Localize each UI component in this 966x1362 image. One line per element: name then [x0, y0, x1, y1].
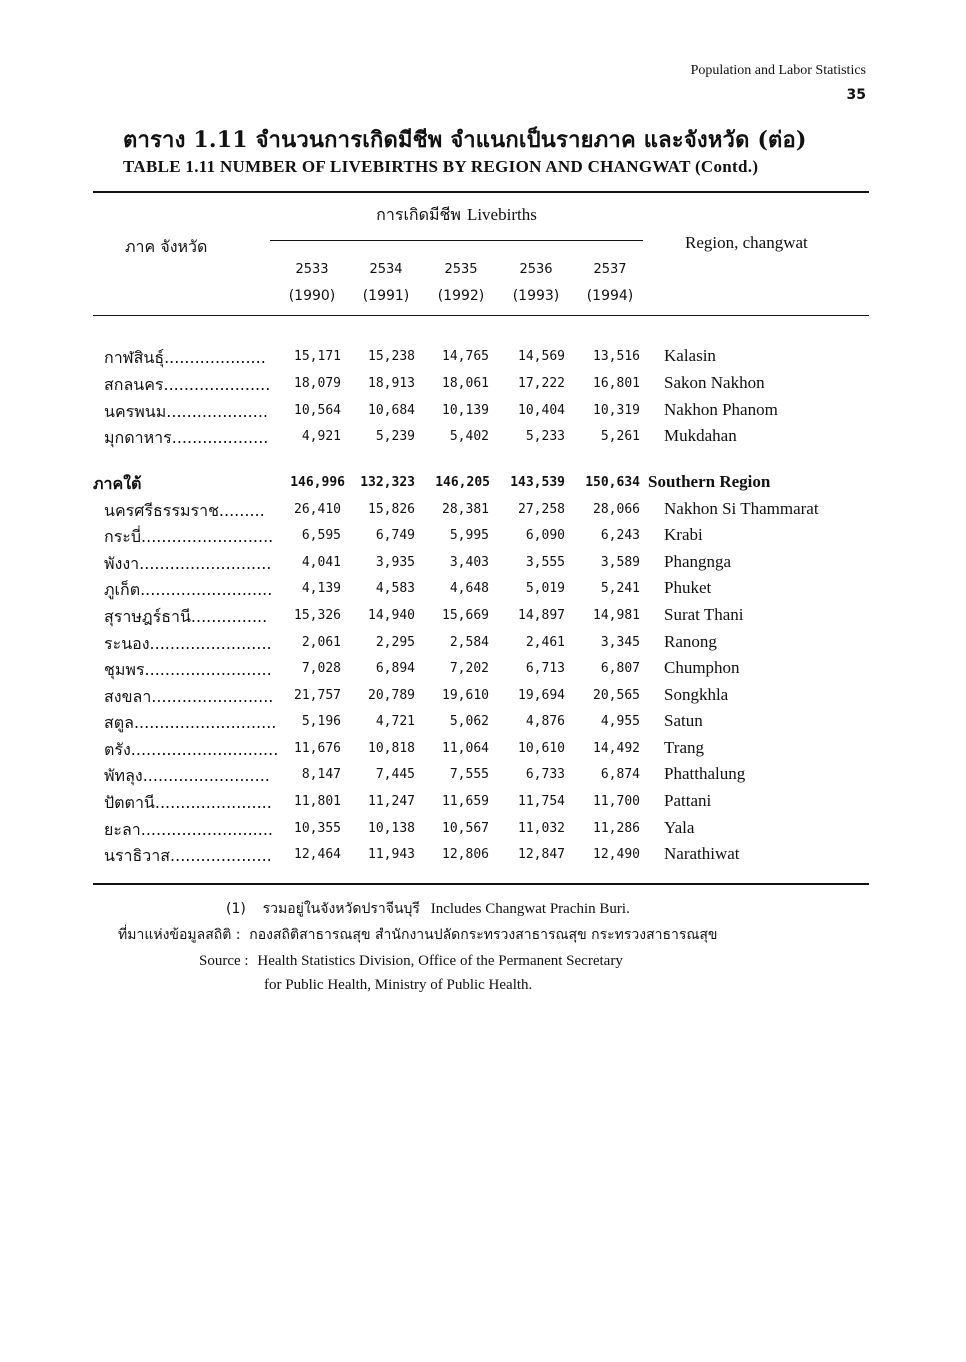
livebirths-value: 26,410 [294, 502, 341, 517]
livebirths-value: 21,757 [294, 688, 341, 703]
table-row [0, 630, 966, 656]
livebirths-value: 18,061 [442, 376, 489, 391]
changwat-name-english: Phatthalung [664, 764, 746, 783]
livebirths-value: 12,490 [593, 847, 640, 862]
table-row [0, 789, 966, 815]
changwat-name-english: Sakon Nakhon [664, 373, 765, 392]
livebirths-value: 150,634 [585, 475, 640, 490]
livebirths-value: 6,749 [375, 528, 415, 543]
year-ad-header: (1990) [288, 288, 336, 304]
table-row [0, 683, 966, 709]
livebirths-value: 20,565 [593, 688, 640, 703]
livebirths-value: 7,028 [301, 661, 341, 676]
changwat-name-thai: นครศรีธรรมราช......... [104, 501, 265, 520]
changwat-name-english: Chumphon [664, 658, 740, 677]
changwat-name-thai: ตรัง............................. [104, 740, 279, 759]
livebirths-value: 10,319 [593, 403, 640, 418]
livebirths-value: 5,233 [525, 429, 565, 444]
livebirths-value: 6,595 [301, 528, 341, 543]
table-row [0, 709, 966, 735]
livebirths-value: 15,171 [294, 349, 341, 364]
table-row [0, 344, 966, 370]
livebirths-value: 5,019 [525, 581, 565, 596]
livebirths-value: 10,818 [368, 741, 415, 756]
livebirths-value: 15,669 [442, 608, 489, 623]
livebirths-value: 10,564 [294, 403, 341, 418]
table-row [0, 497, 966, 523]
table-row [0, 398, 966, 424]
livebirths-value: 6,243 [600, 528, 640, 543]
livebirths-value: 14,981 [593, 608, 640, 623]
livebirths-header [270, 203, 643, 228]
year-ad-header: (1992) [437, 288, 485, 304]
source-english-1: Health Statistics Division, Office of the Permanent Secretary [257, 953, 623, 969]
changwat-name-thai: กระบี่.......................... [104, 527, 274, 546]
header-bottom-rule [93, 315, 869, 316]
livebirths-value: 11,247 [368, 794, 415, 809]
changwat-name-english: Satun [664, 711, 703, 730]
livebirths-value: 14,492 [593, 741, 640, 756]
changwat-name-english: Nakhon Si Thammarat [664, 499, 819, 518]
source-english-2: for Public Health, Ministry of Public Health. [264, 977, 533, 993]
livebirths-value: 13,516 [593, 349, 640, 364]
table-row [0, 424, 966, 450]
changwat-name-english: Krabi [664, 525, 703, 544]
changwat-name-english: Nakhon Phanom [664, 400, 778, 419]
livebirths-value: 10,139 [442, 403, 489, 418]
year-ad-header: (1993) [512, 288, 560, 304]
livebirths-value: 4,721 [375, 714, 415, 729]
livebirths-value: 132,323 [360, 475, 415, 490]
livebirths-value: 12,847 [518, 847, 565, 862]
changwat-name-thai: นครพนม.................... [104, 402, 268, 421]
livebirths-value: 28,066 [593, 502, 640, 517]
livebirths-value: 6,894 [375, 661, 415, 676]
livebirths-value: 12,464 [294, 847, 341, 862]
changwat-name-thai: ปัตตานี....................... [104, 793, 272, 812]
changwat-name-english: Kalasin [664, 346, 716, 365]
livebirths-value: 14,765 [442, 349, 489, 364]
changwat-name-thai: สงขลา........................ [104, 687, 274, 706]
year-ad-header: (1991) [362, 288, 410, 304]
livebirths-value: 11,801 [294, 794, 341, 809]
livebirths-value: 6,733 [525, 767, 565, 782]
livebirths-value: 4,041 [301, 555, 341, 570]
livebirths-value: 10,610 [518, 741, 565, 756]
livebirths-value: 3,589 [600, 555, 640, 570]
footnote-thai: รวมอยู่ในจังหวัดปราจีนบุรี [262, 901, 420, 917]
table-row [0, 762, 966, 788]
livebirths-value: 12,806 [442, 847, 489, 862]
livebirths-value: 19,694 [518, 688, 565, 703]
livebirths-value: 2,295 [375, 635, 415, 650]
livebirths-value: 6,090 [525, 528, 565, 543]
source-label-thai: ที่มาแห่งข้อมูลสถิติ : [118, 927, 241, 943]
table-row [0, 550, 966, 576]
table-top-rule [93, 191, 869, 193]
page-number: 35 [846, 87, 866, 103]
livebirths-value: 10,567 [442, 821, 489, 836]
livebirths-value: 11,754 [518, 794, 565, 809]
changwat-name-english: Mukdahan [664, 426, 737, 445]
footnote-english: Includes Changwat Prachin Buri. [430, 901, 630, 917]
livebirths-value: 14,897 [518, 608, 565, 623]
changwat-name-english: Songkhla [664, 685, 729, 704]
table-row [0, 523, 966, 549]
livebirths-value: 4,648 [449, 581, 489, 596]
changwat-name-english: Trang [664, 738, 704, 757]
changwat-name-thai: สตูล............................ [104, 713, 277, 732]
changwat-name-english: Surat Thani [664, 605, 744, 624]
changwat-name-thai: ภูเก็ต.......................... [104, 580, 273, 599]
livebirths-value: 7,445 [375, 767, 415, 782]
livebirths-value: 27,258 [518, 502, 565, 517]
table-title-thai: ตาราง 1.11 จำนวนการเกิดมีชีพ จำแนกเป็นรายภาค และจังหวัด (ต่อ) [123, 127, 807, 153]
changwat-name-english: Narathiwat [664, 844, 740, 863]
livebirths-value: 10,355 [294, 821, 341, 836]
changwat-name-thai: สุราษฎร์ธานี............... [104, 607, 268, 626]
livebirths-value: 18,913 [368, 376, 415, 391]
livebirths-value: 11,676 [294, 741, 341, 756]
livebirths-value: 3,935 [375, 555, 415, 570]
running-header: Population and Labor Statistics [690, 63, 866, 78]
livebirths-value: 11,943 [368, 847, 415, 862]
livebirths-value: 3,345 [600, 635, 640, 650]
livebirths-value: 11,064 [442, 741, 489, 756]
changwat-name-english: Ranong [664, 632, 717, 651]
livebirths-value: 5,241 [600, 581, 640, 596]
livebirths-value: 2,061 [301, 635, 341, 650]
livebirths-value: 14,569 [518, 349, 565, 364]
livebirths-value: 7,202 [449, 661, 489, 676]
year-be-header: 2535 [444, 262, 478, 277]
year-ad-header: (1994) [586, 288, 634, 304]
column-header-thai: ภาค จังหวัด [125, 237, 208, 256]
livebirths-value: 18,079 [294, 376, 341, 391]
livebirths-value: 28,381 [442, 502, 489, 517]
livebirths-value: 6,807 [600, 661, 640, 676]
column-header-english: Region, changwat [685, 233, 808, 252]
livebirths-value: 11,286 [593, 821, 640, 836]
livebirths-value: 5,402 [449, 429, 489, 444]
table-row [0, 736, 966, 762]
livebirths-value: 19,610 [442, 688, 489, 703]
livebirths-value: 143,539 [510, 475, 565, 490]
source-en-line [199, 951, 623, 970]
table-row [0, 656, 966, 682]
livebirths-value: 6,713 [525, 661, 565, 676]
year-be-header: 2533 [295, 262, 329, 277]
changwat-name-thai: สกลนคร..................... [104, 375, 271, 394]
changwat-name-thai: ระนอง........................ [104, 634, 272, 653]
livebirths-value: 2,584 [449, 635, 489, 650]
livebirths-value: 11,659 [442, 794, 489, 809]
livebirths-value: 3,403 [449, 555, 489, 570]
source-label-english: Source : [199, 953, 249, 969]
livebirths-value: 146,205 [435, 475, 490, 490]
livebirths-value: 4,139 [301, 581, 341, 596]
livebirths-value: 7,555 [449, 767, 489, 782]
year-be-header: 2536 [519, 262, 553, 277]
livebirths-value: 15,326 [294, 608, 341, 623]
changwat-name-english: Phangnga [664, 552, 732, 571]
livebirths-value: 15,826 [368, 502, 415, 517]
livebirths-value: 4,955 [600, 714, 640, 729]
livebirths-value: 14,940 [368, 608, 415, 623]
region-row [0, 470, 966, 496]
livebirths-value: 11,032 [518, 821, 565, 836]
livebirths-value: 17,222 [518, 376, 565, 391]
livebirths-value: 8,147 [301, 767, 341, 782]
changwat-name-thai: พังงา.......................... [104, 554, 272, 573]
livebirths-value: 10,684 [368, 403, 415, 418]
table-row [0, 842, 966, 868]
changwat-name-thai: มุกดาหาร................... [104, 428, 269, 447]
livebirths-value: 10,138 [368, 821, 415, 836]
table-row [0, 816, 966, 842]
changwat-name-english: Pattani [664, 791, 712, 810]
source-thai-line [118, 924, 718, 946]
livebirths-value: 11,700 [593, 794, 640, 809]
table-row [0, 603, 966, 629]
source-thai: กองสถิติสาธารณสุข สำนักงานปลัดกระทรวงสาธารณสุข กระทรวงสาธารณสุข [249, 927, 718, 943]
footnote [226, 898, 630, 920]
table-title-english: TABLE 1.11 NUMBER OF LIVEBIRTHS BY REGION AND CHANGWAT (Contd.) [123, 157, 759, 176]
livebirths-value: 6,874 [600, 767, 640, 782]
year-be-header: 2537 [593, 262, 627, 277]
livebirths-value: 146,996 [290, 475, 345, 490]
livebirths-underline [270, 240, 643, 241]
changwat-name-thai: ยะลา.......................... [104, 820, 273, 839]
table-row [0, 576, 966, 602]
changwat-name-english: Yala [664, 818, 695, 837]
changwat-name-thai: นราธิวาส.................... [104, 846, 272, 865]
region-name-thai: ภาคใต้ [93, 474, 142, 493]
changwat-name-thai: ชุมพร......................... [104, 660, 272, 679]
changwat-name-thai: พัทลุง......................... [104, 766, 270, 785]
livebirths-value: 16,801 [593, 376, 640, 391]
table-bottom-rule [93, 883, 869, 885]
livebirths-value: 5,196 [301, 714, 341, 729]
livebirths-value: 3,555 [525, 555, 565, 570]
livebirths-value: 20,789 [368, 688, 415, 703]
livebirths-header-thai: การเกิดมีชีพ [376, 205, 461, 224]
livebirths-value: 5,062 [449, 714, 489, 729]
livebirths-value: 5,261 [600, 429, 640, 444]
livebirths-header-en: Livebirths [466, 205, 537, 224]
year-be-header: 2534 [369, 262, 403, 277]
livebirths-value: 4,583 [375, 581, 415, 596]
livebirths-value: 4,876 [525, 714, 565, 729]
changwat-name-english: Phuket [664, 578, 712, 597]
livebirths-value: 5,239 [375, 429, 415, 444]
table-row [0, 371, 966, 397]
livebirths-value: 15,238 [368, 349, 415, 364]
livebirths-value: 5,995 [449, 528, 489, 543]
livebirths-value: 10,404 [518, 403, 565, 418]
changwat-name-thai: กาฬสินธุ์.................... [104, 348, 266, 367]
region-name-english: Southern Region [648, 472, 771, 491]
footnote-marker: (1) [226, 901, 246, 917]
livebirths-value: 4,921 [301, 429, 341, 444]
livebirths-value: 2,461 [525, 635, 565, 650]
